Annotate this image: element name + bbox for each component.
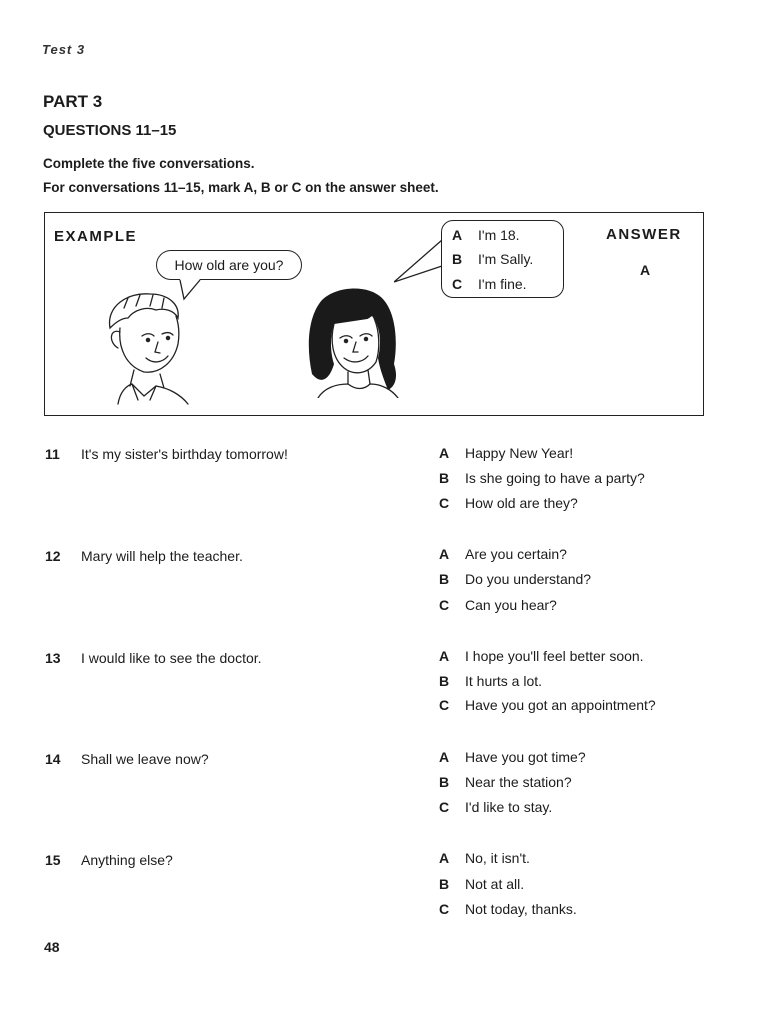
- option-letter: A: [452, 227, 463, 243]
- answer-label: ANSWER: [606, 226, 682, 243]
- option-text: Not at all.: [465, 876, 525, 892]
- option-letter: C: [439, 901, 450, 917]
- boy-illustration-icon: [98, 288, 208, 406]
- option-text: I hope you'll feel better soon.: [465, 648, 644, 664]
- option-letter: C: [439, 495, 450, 511]
- option-letter: B: [439, 673, 450, 689]
- example-prompt: How old are you?: [174, 257, 284, 273]
- instruction-mark-answer: For conversations 11–15, mark A, B or C on the answer sheet.: [43, 180, 439, 195]
- question-number: 12: [45, 548, 61, 564]
- speech-bubble-options: [441, 220, 564, 298]
- option-letter: A: [439, 749, 450, 765]
- example-answer: A: [640, 262, 651, 278]
- option-text: I'm Sally.: [478, 251, 534, 267]
- option-text: I'd like to stay.: [465, 799, 553, 815]
- option-text: No, it isn't.: [465, 850, 530, 866]
- running-head: Test 3: [42, 42, 86, 57]
- option-text: Happy New Year!: [465, 445, 574, 461]
- option-letter: B: [439, 876, 450, 892]
- speech-bubble-tail-icon: [394, 238, 446, 288]
- option-text: Do you understand?: [465, 571, 592, 587]
- option-letter: C: [439, 799, 450, 815]
- questions-range: QUESTIONS 11–15: [43, 122, 177, 139]
- option-text: Have you got an appointment?: [465, 697, 656, 713]
- question-prompt: It's my sister's birthday tomorrow!: [81, 446, 288, 462]
- option-text: It hurts a lot.: [465, 673, 543, 689]
- option-letter: A: [439, 445, 450, 461]
- option-text: Not today, thanks.: [465, 901, 577, 917]
- option-text: I'm 18.: [478, 227, 520, 243]
- option-letter: C: [452, 276, 463, 292]
- page-number: 48: [44, 939, 60, 955]
- example-label: EXAMPLE: [54, 228, 138, 245]
- option-letter: A: [439, 850, 450, 866]
- question-prompt: Mary will help the teacher.: [81, 548, 243, 564]
- question-prompt: Anything else?: [81, 852, 173, 868]
- instruction-complete: Complete the five conversations.: [43, 156, 255, 171]
- question-prompt: Shall we leave now?: [81, 751, 209, 767]
- option-text: Can you hear?: [465, 597, 557, 613]
- example-option-a: [452, 227, 520, 243]
- speech-bubble-question: [156, 250, 302, 280]
- question-number: 11: [45, 446, 60, 462]
- girl-illustration-icon: [304, 286, 408, 398]
- option-letter: C: [439, 597, 450, 613]
- question-prompt: I would like to see the doctor.: [81, 650, 262, 666]
- example-option-c: [452, 276, 527, 292]
- question-number: 13: [45, 650, 61, 666]
- question-number: 14: [45, 751, 61, 767]
- option-text: I'm fine.: [478, 276, 527, 292]
- question-number: 15: [45, 852, 61, 868]
- option-letter: A: [439, 648, 450, 664]
- example-option-b: [452, 251, 533, 267]
- option-text: Have you got time?: [465, 749, 586, 765]
- part-title: PART 3: [43, 92, 103, 111]
- option-text: Are you certain?: [465, 546, 567, 562]
- option-text: How old are they?: [465, 495, 578, 511]
- option-letter: B: [439, 774, 450, 790]
- option-letter: C: [439, 697, 450, 713]
- option-letter: A: [439, 546, 450, 562]
- option-letter: B: [439, 470, 450, 486]
- option-letter: B: [452, 251, 463, 267]
- option-text: Near the station?: [465, 774, 572, 790]
- option-text: Is she going to have a party?: [465, 470, 645, 486]
- option-letter: B: [439, 571, 450, 587]
